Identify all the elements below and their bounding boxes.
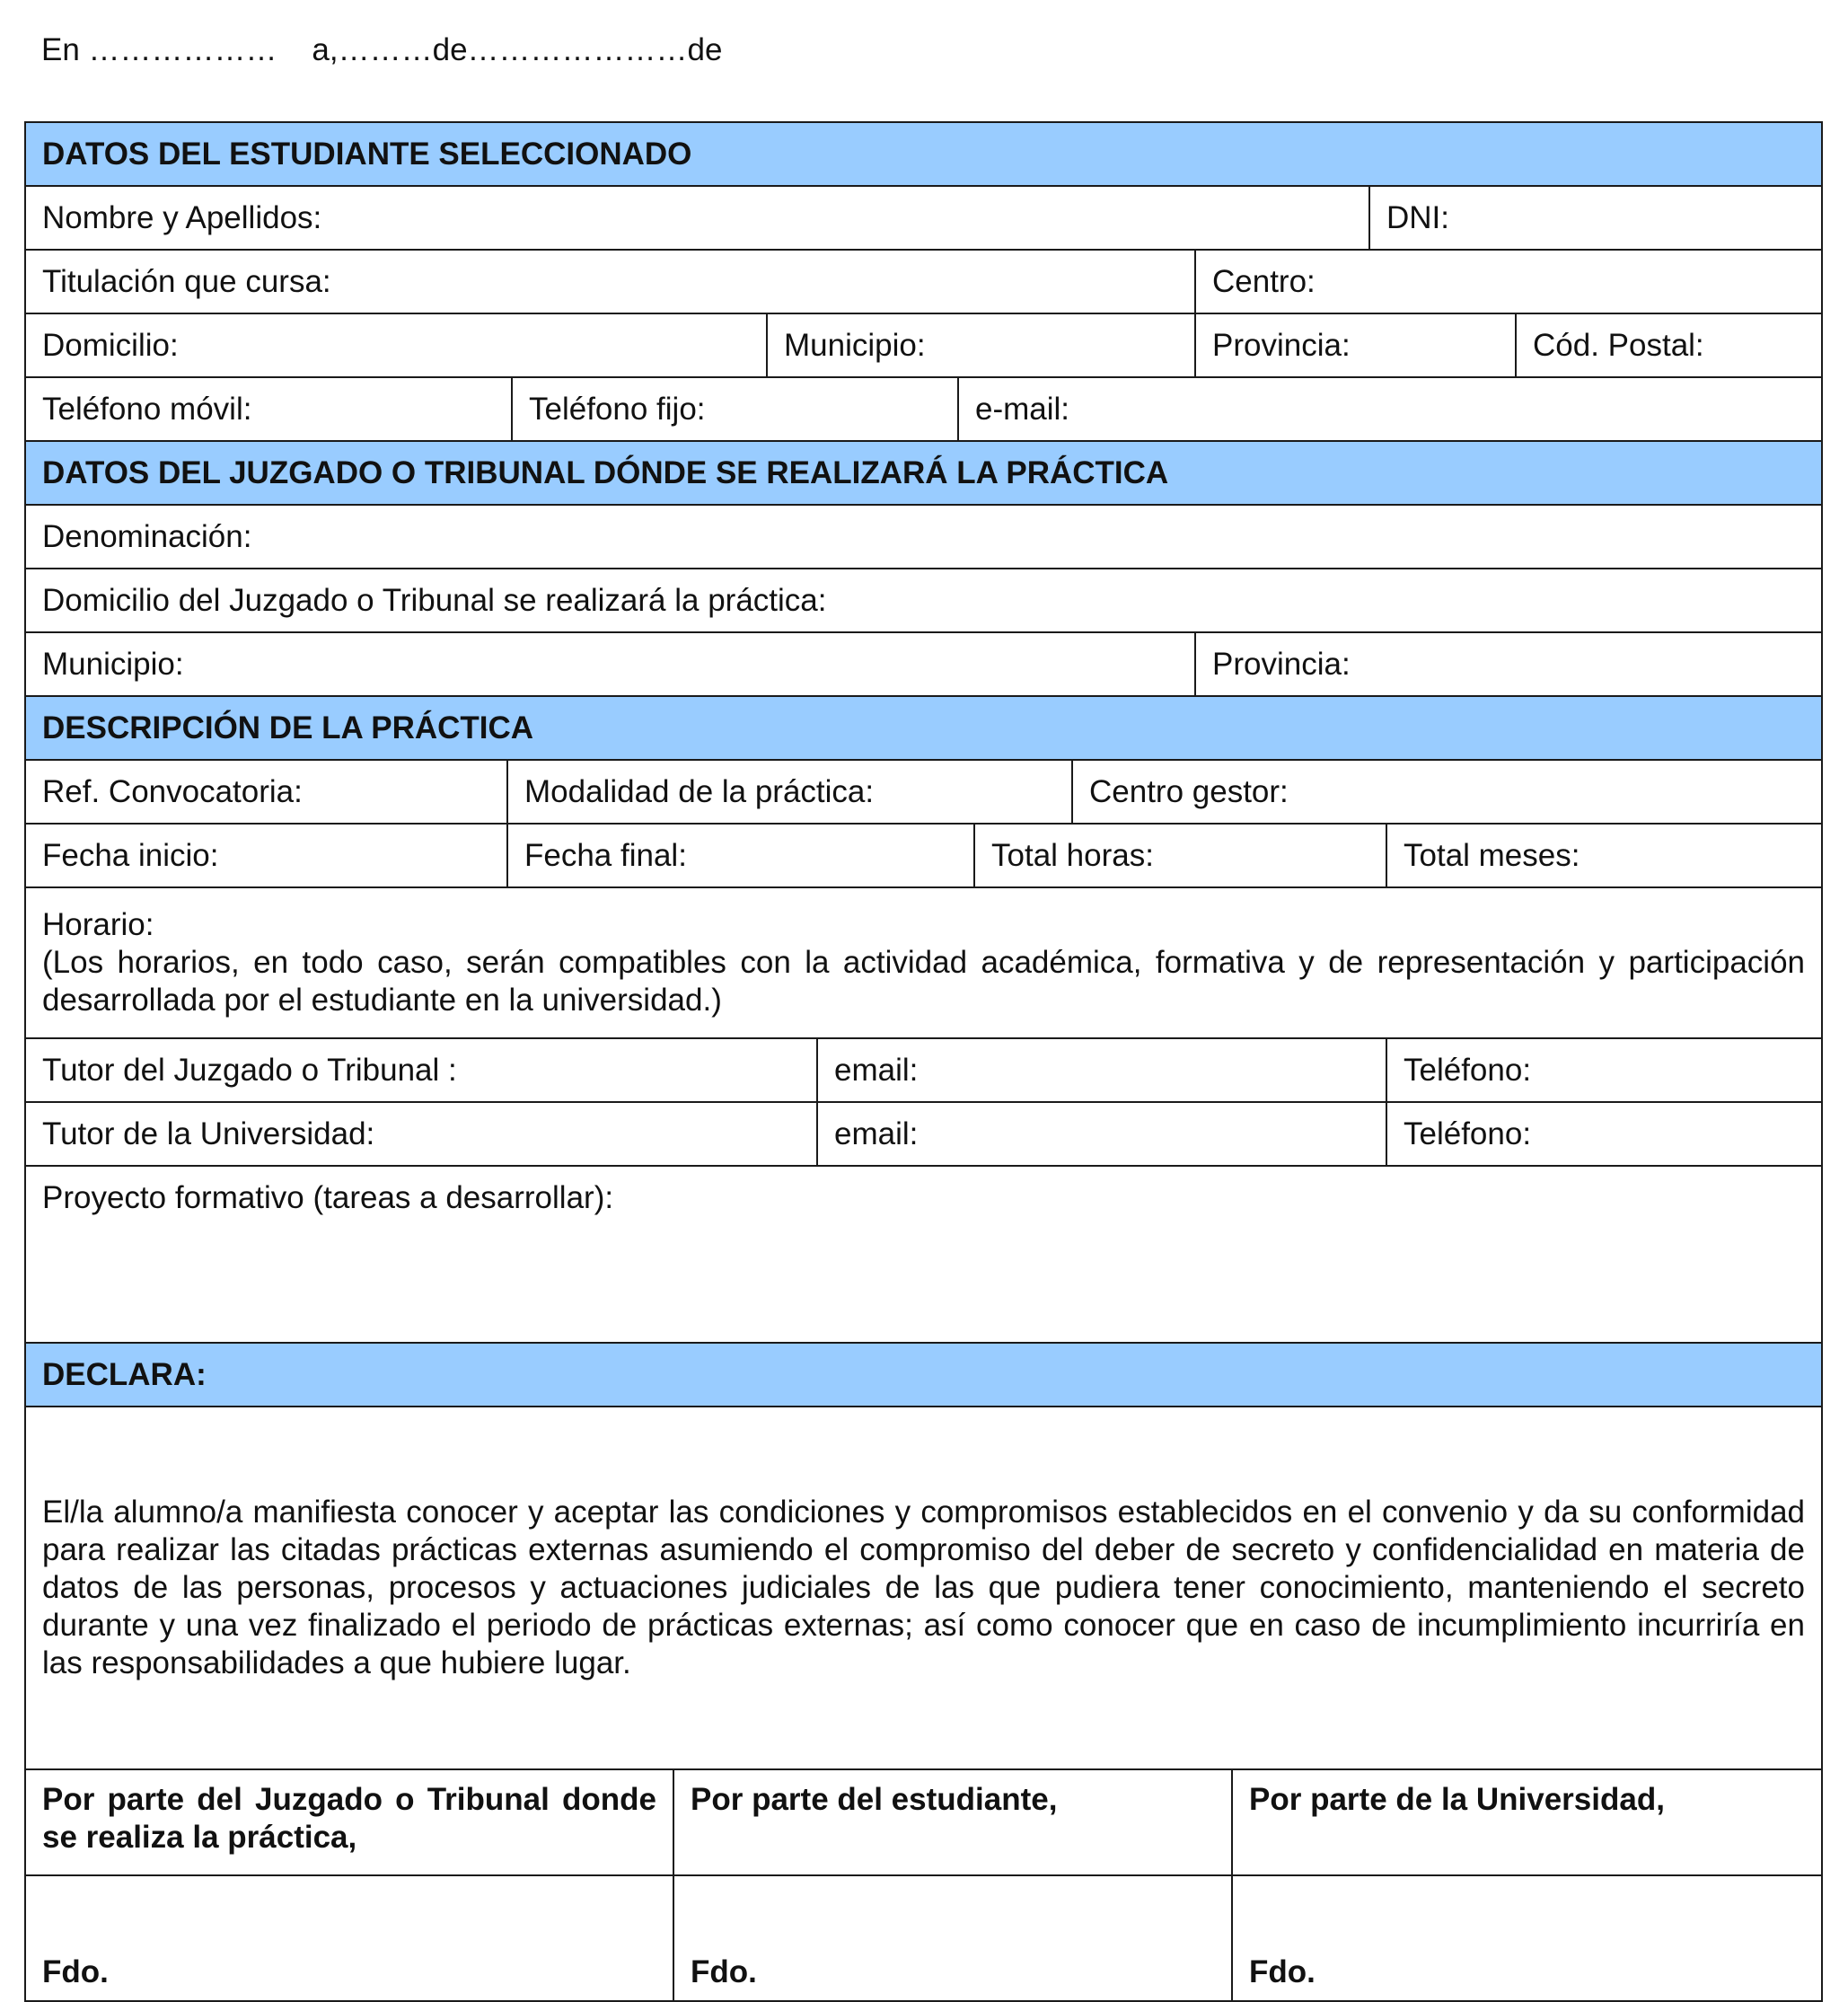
schedule-note: (Los horarios, en todo caso, serán compatibles con la actividad académica, formativa y de representación y participación desarrollada por el estudiante en la universidad.) [42,945,1805,1018]
student-section-header [24,121,1823,187]
student-address-field[interactable]: Domicilio: [25,313,767,377]
court-tutor-email-field[interactable]: email: [817,1038,1386,1102]
court-row-address [24,568,1823,633]
court-address-field[interactable]: Domicilio del Juzgado o Tribunal se realizará la práctica: [25,569,1822,632]
practice-row-project [24,1165,1823,1344]
signature-court-field[interactable]: Fdo. [25,1875,673,2001]
practice-row-university-tutor [24,1101,1823,1167]
practice-row-schedule [24,886,1823,1039]
court-municipality-field[interactable]: Municipio: [25,632,1195,696]
university-tutor-phone-field[interactable]: Teléfono: [1386,1102,1822,1166]
end-date-field[interactable]: Fecha final: [507,824,974,887]
training-project-field[interactable]: Proyecto formativo (tareas a desarrollar): [25,1166,1822,1343]
practice-row-ref [24,759,1823,825]
practice-agreement-form [24,121,1823,2002]
practice-row-dates [24,823,1823,888]
signature-university-label: Por parte de la Universidad, [1232,1769,1822,1875]
court-row-name [24,504,1823,569]
total-hours-field[interactable]: Total horas: [974,824,1386,887]
student-row-name [24,185,1823,251]
practice-section-title: DESCRIPCIÓN DE LA PRÁCTICA [25,696,1822,760]
schedule-field[interactable] [25,887,1822,1038]
court-province-field[interactable]: Provincia: [1195,632,1822,696]
court-name-field[interactable]: Denominación: [25,505,1822,569]
student-row-address [24,313,1823,378]
university-tutor-field[interactable]: Tutor de la Universidad: [25,1102,817,1166]
court-row-location [24,631,1823,697]
practice-section-header [24,695,1823,761]
signature-fields [24,1874,1823,2002]
court-tutor-phone-field[interactable]: Teléfono: [1386,1038,1822,1102]
managing-center-field[interactable]: Centro gestor: [1072,760,1822,824]
university-tutor-email-field[interactable]: email: [817,1102,1386,1166]
student-row-contact [24,376,1823,442]
student-row-degree [24,249,1823,314]
student-name-field[interactable]: Nombre y Apellidos: [25,186,1369,250]
declara-section-header [24,1342,1823,1407]
student-dni-field[interactable]: DNI: [1369,186,1822,250]
signature-headers [24,1768,1823,1876]
signature-court-label: Por parte del Juzgado o Tribunal donde se realiza la práctica, [25,1769,673,1875]
student-email-field[interactable]: e-mail: [958,377,1822,441]
signature-university-field[interactable]: Fdo. [1232,1875,1822,2001]
declara-section-title: DECLARA: [25,1343,1822,1407]
court-section-header [24,440,1823,506]
total-months-field[interactable]: Total meses: [1386,824,1822,887]
declara-text: El/la alumno/a manifiesta conocer y aceptar las condiciones y compromisos establecidos en el convenio y da su conformidad para realizar las citadas prácticas externas asumiendo el compromiso del deber de secreto y confidencialidad en materia de datos de las personas, procesos y actuaciones judiciales de las que pudiera tener conocimiento, manteniendo el secreto durante y una vez finalizado el periodo de prácticas externas; así como conocer que en caso de incumplimiento incurriría en las responsabilidades a que hubiere lugar. [25,1407,1822,1769]
signature-student-field[interactable]: Fdo. [673,1875,1232,2001]
start-date-field[interactable]: Fecha inicio: [25,824,507,887]
court-section-title: DATOS DEL JUZGADO O TRIBUNAL DÓNDE SE REALIZARÁ LA PRÁCTICA [25,441,1822,505]
court-tutor-field[interactable]: Tutor del Juzgado o Tribunal : [25,1038,817,1102]
student-degree-field[interactable]: Titulación que cursa: [25,250,1195,313]
practice-modality-field[interactable]: Modalidad de la práctica: [507,760,1072,824]
student-section-title: DATOS DEL ESTUDIANTE SELECCIONADO [25,122,1822,186]
call-reference-field[interactable]: Ref. Convocatoria: [25,760,507,824]
student-province-field[interactable]: Provincia: [1195,313,1516,377]
student-center-field[interactable]: Centro: [1195,250,1822,313]
student-postal-code-field[interactable]: Cód. Postal: [1516,313,1822,377]
date-place-line: En ……………… a,………de…………………de [41,32,723,67]
signature-student-label: Por parte del estudiante, [673,1769,1232,1875]
student-mobile-field[interactable]: Teléfono móvil: [25,377,512,441]
student-municipality-field[interactable]: Municipio: [767,313,1195,377]
declara-body [24,1406,1823,1770]
schedule-label: Horario: [42,907,154,942]
student-phone-field[interactable]: Teléfono fijo: [512,377,958,441]
practice-row-court-tutor [24,1037,1823,1103]
